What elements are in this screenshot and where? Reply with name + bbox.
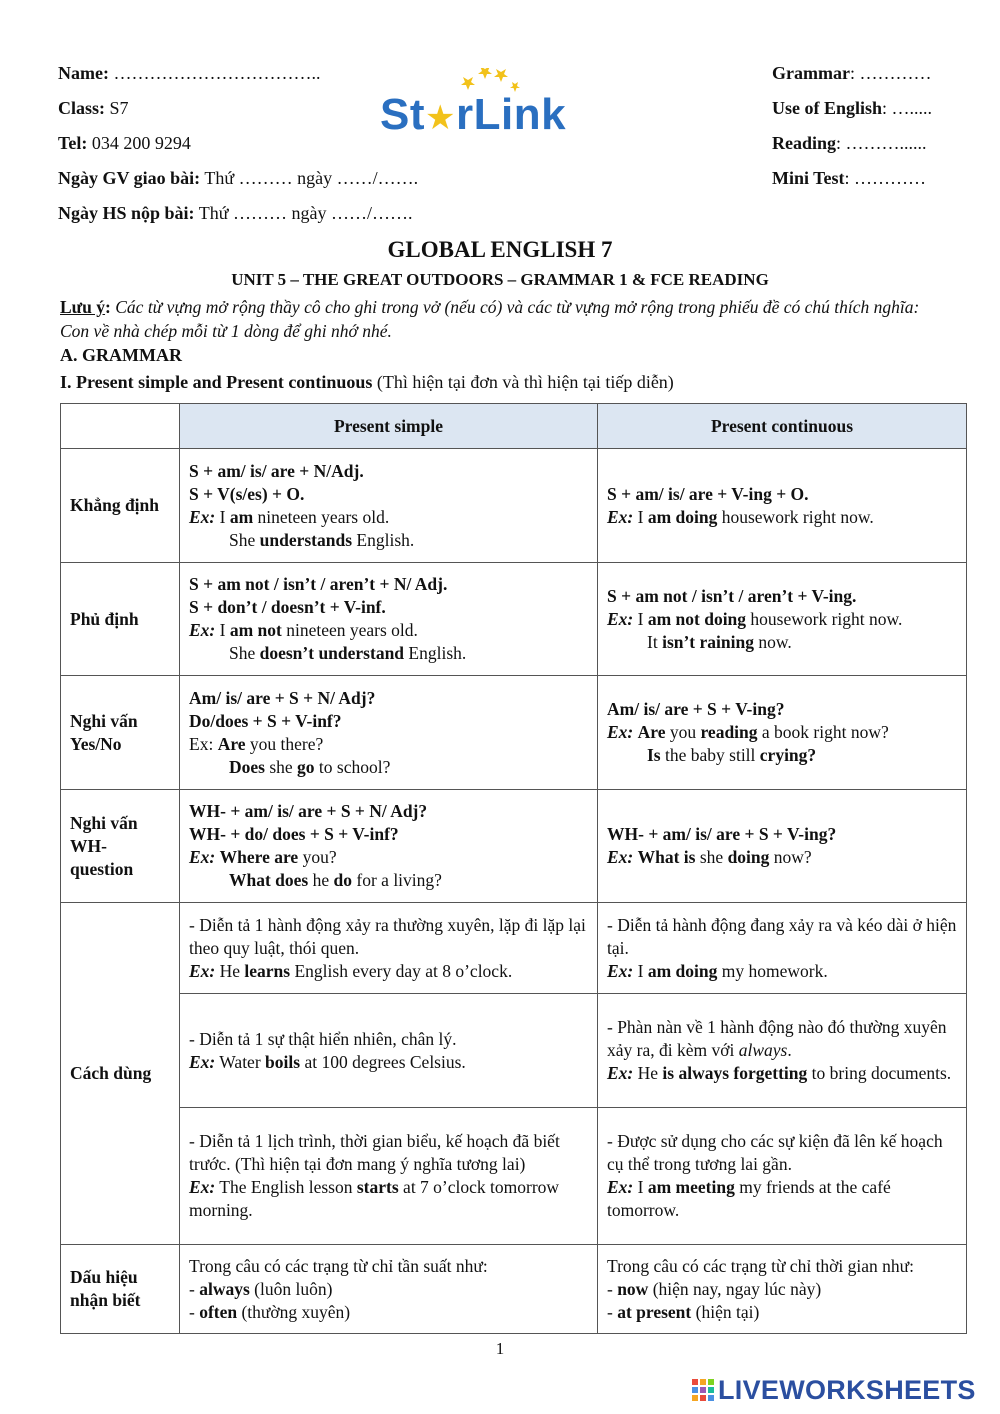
class-line: Class: S7 [58,98,129,118]
header-present-continuous: Present continuous [598,404,967,449]
cell-ps-usage-1: - Diễn tả 1 hành động xảy ra thường xuyên, lặp đi lặp lại theo quy luật, thói quen. Ex: He learns English every day at 8 o’clock. [180,903,598,994]
student-info [58,62,418,237]
page-number: 1 [495,1339,505,1358]
liveworksheets-logo-icon [692,1379,714,1401]
table-row [61,676,967,790]
cell-pc-usage-2: - Phàn nàn về 1 hành động nào đó thường xuyên xảy ra, đi kèm với always. Ex: He is always forgetting to bring documents. [598,994,967,1108]
score-grammar: Grammar: ………… [772,63,932,83]
table-row [61,994,967,1108]
row-label-negative: Phủ định [61,563,180,676]
table-row [61,449,967,563]
cell-pc-usage-3: - Được sử dụng cho các sự kiện đã lên kế hoạch cụ thể trong tương lai gần. Ex: I am meeting my friends at the café tomorrow. [598,1108,967,1245]
table-row [61,1108,967,1245]
cell-pc-wh: WH- + am/ is/ are + S + V-ing? Ex: What is she doing now? [598,790,967,903]
cell-ps-signals: Trong câu có các trạng từ chỉ tần suất như: - always (luôn luôn) - often (thường xuyên) [180,1245,598,1334]
row-label-affirmative: Khẳng định [61,449,180,563]
tel-line: Tel: 034 200 9294 [58,133,191,153]
header-blank [61,404,180,449]
table-row [61,563,967,676]
cell-pc-usage-1: - Diễn tả hành động đang xảy ra và kéo dài ở hiện tại. Ex: I am doing my homework. [598,903,967,994]
page-subtitle: UNIT 5 – THE GREAT OUTDOORS – GRAMMAR 1 & FCE READING [231,270,769,289]
row-label-signals: Dấu hiệu nhận biết [61,1245,180,1334]
logo-star-icon: ★ [425,99,456,137]
score-box [772,62,932,202]
starlink-logo [378,68,610,148]
note-paragraph: Lưu ý: Các từ vựng mở rộng thầy cô cho ghi trong vở (nếu có) và các từ vựng mở rộng trong phiếu đề có chú thích nghĩa: Con về nhà chép mỗi từ 1 dòng để ghi nhớ nhé. [60,297,920,341]
cell-ps-affirmative: S + am/ is/ are + N/Adj. S + V(s/es) + O. Ex: I am nineteen years old. She understands English. [180,449,598,563]
cell-pc-negative: S + am not / isn’t / aren’t + V-ing. Ex: I am not doing housework right now. It isn’t raining now. [598,563,967,676]
submit-date-line: Ngày HS nộp bài: Thứ ……… ngày ……/……. [58,203,413,223]
cell-ps-wh: WH- + am/ is/ are + S + N/ Adj? WH- + do/ does + S + V-inf? Ex: Where are you? What does he do for a living? [180,790,598,903]
assign-date-line: Ngày GV giao bài: Thứ ……… ngày ……/……. [58,168,419,188]
row-label-usage: Cách dùng [61,903,180,1245]
grammar-table [60,403,967,1334]
score-mini-test: Mini Test: ………… [772,168,927,188]
cell-pc-affirmative: S + am/ is/ are + V-ing + O. Ex: I am doing housework right now. [598,449,967,563]
row-label-yes-no: Nghi vấn Yes/No [61,676,180,790]
score-reading: Reading: ………...... [772,133,927,153]
table-row [61,790,967,903]
logo-wordmark: St★rLink [380,90,567,139]
header-present-simple: Present simple [180,404,598,449]
table-row [61,903,967,994]
cell-ps-usage-3: - Diễn tả 1 lịch trình, thời gian biểu, kế hoạch đã biết trước. (Thì hiện tại đơn mang ý nghĩa tương lai) Ex: The English lesson starts at 7 o’clock tomorrow morning. [180,1108,598,1245]
cell-ps-negative: S + am not / isn’t / aren’t + N/ Adj. S + don’t / doesn’t + V-inf. Ex: I am not nineteen years old. She doesn’t understand English. [180,563,598,676]
name-line: Name: …………………………….. [58,63,321,83]
section-a-heading: A. GRAMMAR [60,345,182,365]
page-title: GLOBAL ENGLISH 7 [387,237,613,262]
score-use-of-english: Use of English: …..... [772,98,933,118]
row-label-wh-question: Nghi vấn WH-question [61,790,180,903]
table-row [61,1245,967,1334]
cell-pc-signals: Trong câu có các trạng từ chỉ thời gian như: - now (hiện nay, ngay lúc này) - at present (hiện tại) [598,1245,967,1334]
liveworksheets-text: LIVEWORKSHEETS [718,1375,976,1405]
table-header-row [61,404,967,449]
cell-ps-usage-2: - Diễn tả 1 sự thật hiển nhiên, chân lý. Ex: Water boils at 100 degrees Celsius. [180,994,598,1108]
section-i-heading: I. Present simple and Present continuous (Thì hiện tại đơn và thì hiện tại tiếp diễn) [60,372,674,392]
liveworksheets-watermark[interactable] [692,1376,992,1404]
cell-pc-yes-no: Am/ is/ are + S + V-ing? Ex: Are you reading a book right now? Is the baby still crying? [598,676,967,790]
cell-ps-yes-no: Am/ is/ are + S + N/ Adj? Do/does + S + V-inf? Ex: Are you there? Does she go to school? [180,676,598,790]
